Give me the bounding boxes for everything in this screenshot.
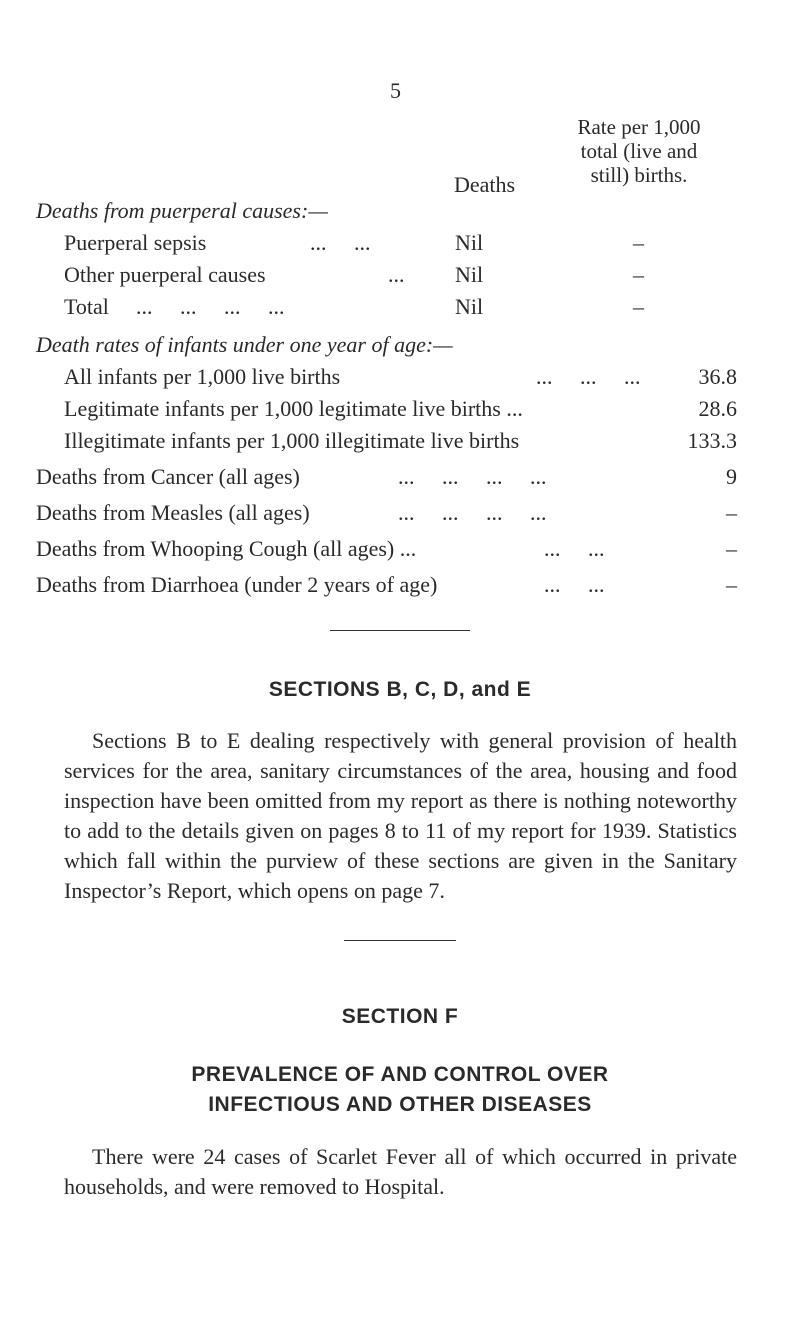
sections-bcde-paragraph: Sections B to E dealing respectively with general provision of health services for the area, sanitary circumstances of the area, housing and food inspection have been omitted from my report as there is nothing noteworthy to add to the details given on pages 8 to 11 of my report for 1939. Statistics which fall within the purview of these sections are given in the Sanitary Inspector’s Report, which opens on page 7. [64,728,737,903]
puerperal-row-deaths: Nil [455,262,484,287]
section-f-paragraph: There were 24 cases of Scarlet Fever all of which occurred in private households, and were removed to Hospital. [64,1144,737,1199]
infant-rate-row-label: Legitimate infants per 1,000 legitimate live births ... [64,396,523,421]
other-deaths-row-label: Deaths from Measles (all ages) [36,500,310,525]
rate-header-line-3: still) births. [590,163,688,187]
puerperal-row-label: Other puerperal causes [64,262,266,287]
puerperal-row-leader: ... [388,262,405,287]
other-deaths-row-label: Deaths from Cancer (all ages) [36,464,300,489]
other-deaths-row-value: 9 [726,464,737,489]
puerperal-row-deaths: Nil [455,230,484,255]
other-deaths-row-label: Deaths from Diarrhoea (under 2 years of age) [36,572,438,597]
puerperal-row-leader: ... ... ... ... [136,294,285,319]
other-deaths-row-label: Deaths from Whooping Cough (all ages) ... [36,536,417,561]
deaths-column-header: Deaths [454,172,516,197]
other-deaths-row-value: – [726,572,737,597]
puerperal-row-rate: – [633,294,644,319]
section-f-subheading-line: INFECTIOUS AND OTHER DISEASES [208,1093,592,1116]
other-deaths-row-value: – [726,536,737,561]
rate-header-line-1: Rate per 1,000 [577,115,701,139]
page-number: 5 [390,78,401,103]
infant-rate-row-value: 36.8 [698,364,737,389]
infant-rate-row-value: 28.6 [698,396,737,421]
section-divider [344,940,456,941]
sections-bcde-heading: SECTIONS B, C, D, and E [268,678,532,701]
puerperal-section-label: Deaths from puerperal causes:— [36,198,328,223]
puerperal-row-label: Total [64,294,109,319]
puerperal-row-rate: – [633,230,644,255]
other-deaths-row-value: – [726,500,737,525]
other-deaths-row-leader: ... ... ... ... [398,464,547,489]
puerperal-row-deaths: Nil [455,294,484,319]
other-deaths-row-leader: ... ... ... ... [398,500,547,525]
infant-rates-label: Death rates of infants under one year of age:— [36,332,453,357]
other-deaths-row-leader: ... ... [544,536,605,561]
rate-header-line-2: total (live and [580,139,698,163]
puerperal-row-leader: ... ... [310,230,371,255]
section-divider [330,630,470,631]
infant-rate-row-label: All infants per 1,000 live births [64,364,341,389]
infant-rate-row-label: Illegitimate infants per 1,000 illegitimate live births [64,428,520,453]
puerperal-row-label: Puerperal sepsis [64,230,207,255]
other-deaths-row-leader: ... ... [544,572,605,597]
infant-rate-row-leader: ... ... ... [536,364,641,389]
section-f-heading: SECTION F [341,1005,459,1028]
infant-rate-row-value: 133.3 [687,428,737,453]
puerperal-row-rate: – [633,262,644,287]
section-f-subheading-line: PREVALENCE OF AND CONTROL OVER [191,1063,609,1086]
